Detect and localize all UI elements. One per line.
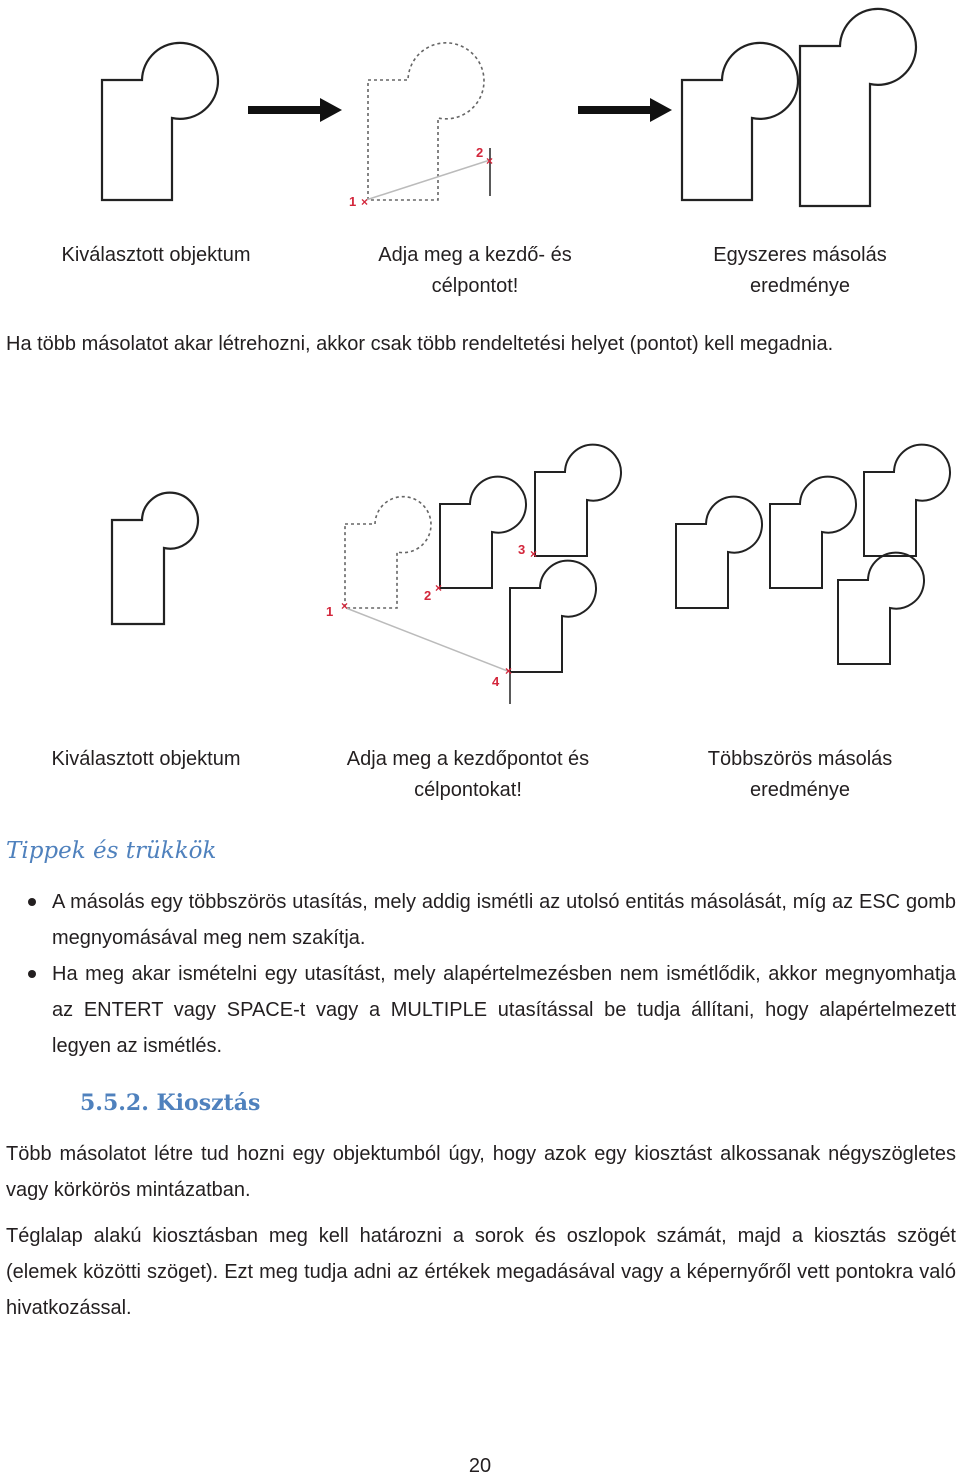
result-shape-copy [800,9,916,206]
displacement-line [346,608,510,672]
point-marker-4: × [505,664,513,678]
page-number: 20 [468,1455,492,1477]
tip-item-1: A másolás egy többszörös utasítás, mely addig ismétli az utolsó entitás másolását, míg az ESC gomb megnyomásával meg nem szakítja. [52,891,956,949]
figure2-caption-3: Többszörös másolás eredménye [707,748,893,801]
dashed-source-shape [345,497,431,608]
arrow-right-icon [578,98,672,122]
point-label-1: 1 [326,604,334,619]
arrow-right-icon [248,98,342,122]
selected-object-shape [102,43,218,200]
multiple-copy-figure [0,440,960,720]
selected-object-shape [112,493,198,624]
section-heading: 5.5.2. Kiosztás [80,1090,261,1116]
result-shape-copy-3 [838,553,924,664]
point-label-2: 2 [476,145,484,160]
point-marker-1: × [361,195,369,209]
dashed-source-shape [368,43,484,200]
point-label-1: 1 [349,194,357,209]
point-marker-2: × [435,581,443,595]
point-marker-3: × [530,547,538,561]
placement-copy-2 [440,477,526,588]
bullet-icon [28,898,36,906]
figure1-caption-1: Kiválasztott objektum [61,244,251,266]
result-shape-original [682,43,798,200]
section-paragraph-2: Téglalap alakú kiosztásban meg kell határozni a sorok és oszlopok számát, majd a kiosztás szögét (elemek közötti szöget). Ezt meg tudja adni az értékek megadásával vagy a képernyőről vett pontokra való hivatkozással. [6,1225,956,1319]
figure2-caption-1: Kiválasztott objektum [51,748,241,770]
section-paragraph-1: Több másolatot létre tud hozni egy objektumból úgy, hogy azok egy kiosztást alkossanak négyszögletes vagy körkörös mintázatban. [6,1143,956,1201]
tips-heading: Tippek és trükkök [6,838,217,864]
result-shape-copy-2 [864,445,950,556]
bullet-icon [28,970,36,978]
single-copy-figure [0,0,960,230]
placement-copy-4 [510,561,596,672]
point-marker-2: × [486,154,494,168]
tip-item-2: Ha meg akar ismételni egy utasítást, mely alapértelmezésben nem ismétlődik, akkor megnyomhatja az ENTERT vagy SPACE-t vagy a MULTIPLE utasítással be tudja állítani, hogy alapértelmezett legyen az ismétlés. [52,963,956,1057]
paragraph-multiple-copies: Ha több másolatot akar létrehozni, akkor csak több rendeltetési helyet (pontot) kell megadnia. [6,333,834,355]
point-marker-1: × [341,599,349,613]
figure1-caption-3: Egyszeres másolás eredménye [713,244,887,297]
figure1-caption-2: Adja meg a kezdő- és célpontot! [378,244,572,297]
placement-copy-3 [535,445,621,556]
result-shape-copy-1 [770,477,856,588]
point-label-2: 2 [424,588,432,603]
figure2-caption-2: Adja meg a kezdőpontot és célpontokat! [346,748,590,801]
result-shape-original [676,497,762,608]
point-label-3: 3 [518,542,526,557]
point-label-4: 4 [492,674,500,689]
displacement-line [366,160,490,200]
